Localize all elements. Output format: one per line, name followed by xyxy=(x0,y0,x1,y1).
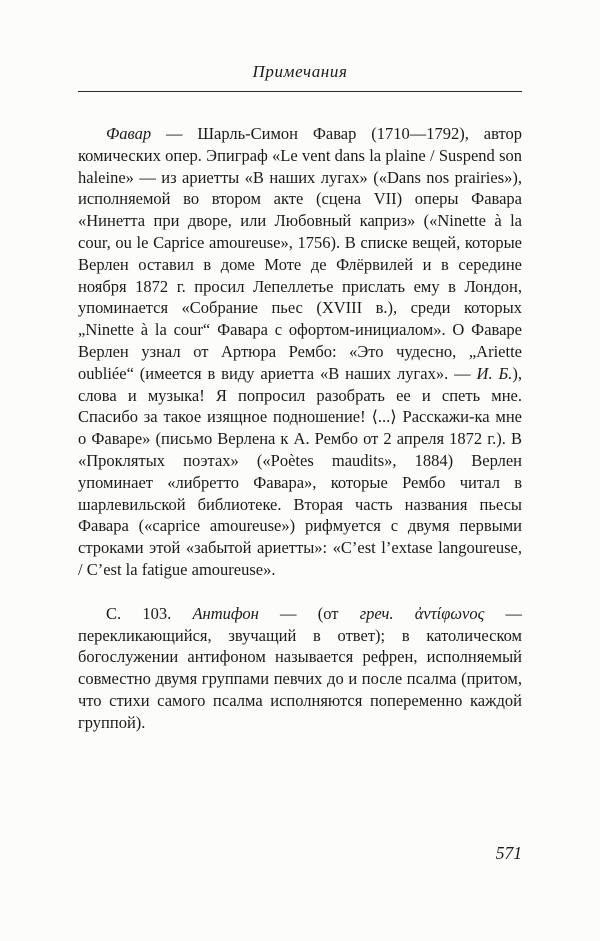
note-term: Фавар xyxy=(106,124,152,143)
note-text: — Шарль-Симон Фавар (1710—1792), автор комических опер. Эпиграф «Le vent dans la plaine / Suspend son haleine» — из ариетты «В наших лугах» («Dans nos prairies»), исполняемой во втором акте (сцена VII) оперы Фавара «Нинетта при дворе, или Любовный каприз» («Ninette à la cour, ou le Caprice amoureuse», 1756). В списке вещей, которые Верлен оставил в доме Моте де Флёрвилей и в середине ноября 1872 г. просил Лепеллетье прислать ему в Лондон, упоминается «Собрание пьес (XVIII в.), среди которых „Ninette à la cour“ Фавара с офортом-инициалом». О Фаваре Верлен узнал от Артюра Рембо: «Это чудесно, „Ariette oubliée“ (имеется в виду ариетта «В наших лугах». — xyxy=(78,124,522,383)
note-text: — перекликающийся, звучащий в ответ); в католическом богослужении антифоном называется рефрен, исполняемый совместно двумя группами певчих до и после псалма (притом, что стихи самого псалма исполняются попеременно каждой группой). xyxy=(78,603,522,732)
note-commentator-initials: И. Б. xyxy=(476,363,513,383)
note-text xyxy=(394,604,415,623)
header-rule xyxy=(78,91,522,92)
note-text: ), слова и музыка! Я попросил разобрать ее и спеть мне. Спасибо за такое изящное подношение! ⟨...⟩ Расскажи-ка мне о Фаваре» (письмо Верлена к А. Рембо от 2 апреля 1872 г.). В «Проклятых поэтах» («Poètes maudits», 1884) Верлен упоминает «либретто Фавара», которые Рембо читал в шарлевильской библиотеке. Вторая часть названия пьесы Фавара («caprice amoureuse») рифмуется с двумя первыми строками этой «забытой ариетты»: «C’est l’extase langoureuse, / C’est la fatigue amoureuse». xyxy=(78,363,522,579)
running-header xyxy=(78,62,522,92)
note-greek-term: ἀντίφωνος xyxy=(414,603,485,623)
page-body xyxy=(78,123,522,734)
note-paragraph-antiphon xyxy=(78,603,522,734)
note-page-ref: С. 103. xyxy=(106,603,193,623)
note-text: — (от xyxy=(258,603,360,623)
note-paragraph-favart xyxy=(78,123,522,581)
note-language-label: греч. xyxy=(359,603,394,623)
running-header-title: Примечания xyxy=(252,62,348,81)
page-number: 571 xyxy=(495,843,522,863)
note-term: Антифон xyxy=(192,603,259,623)
